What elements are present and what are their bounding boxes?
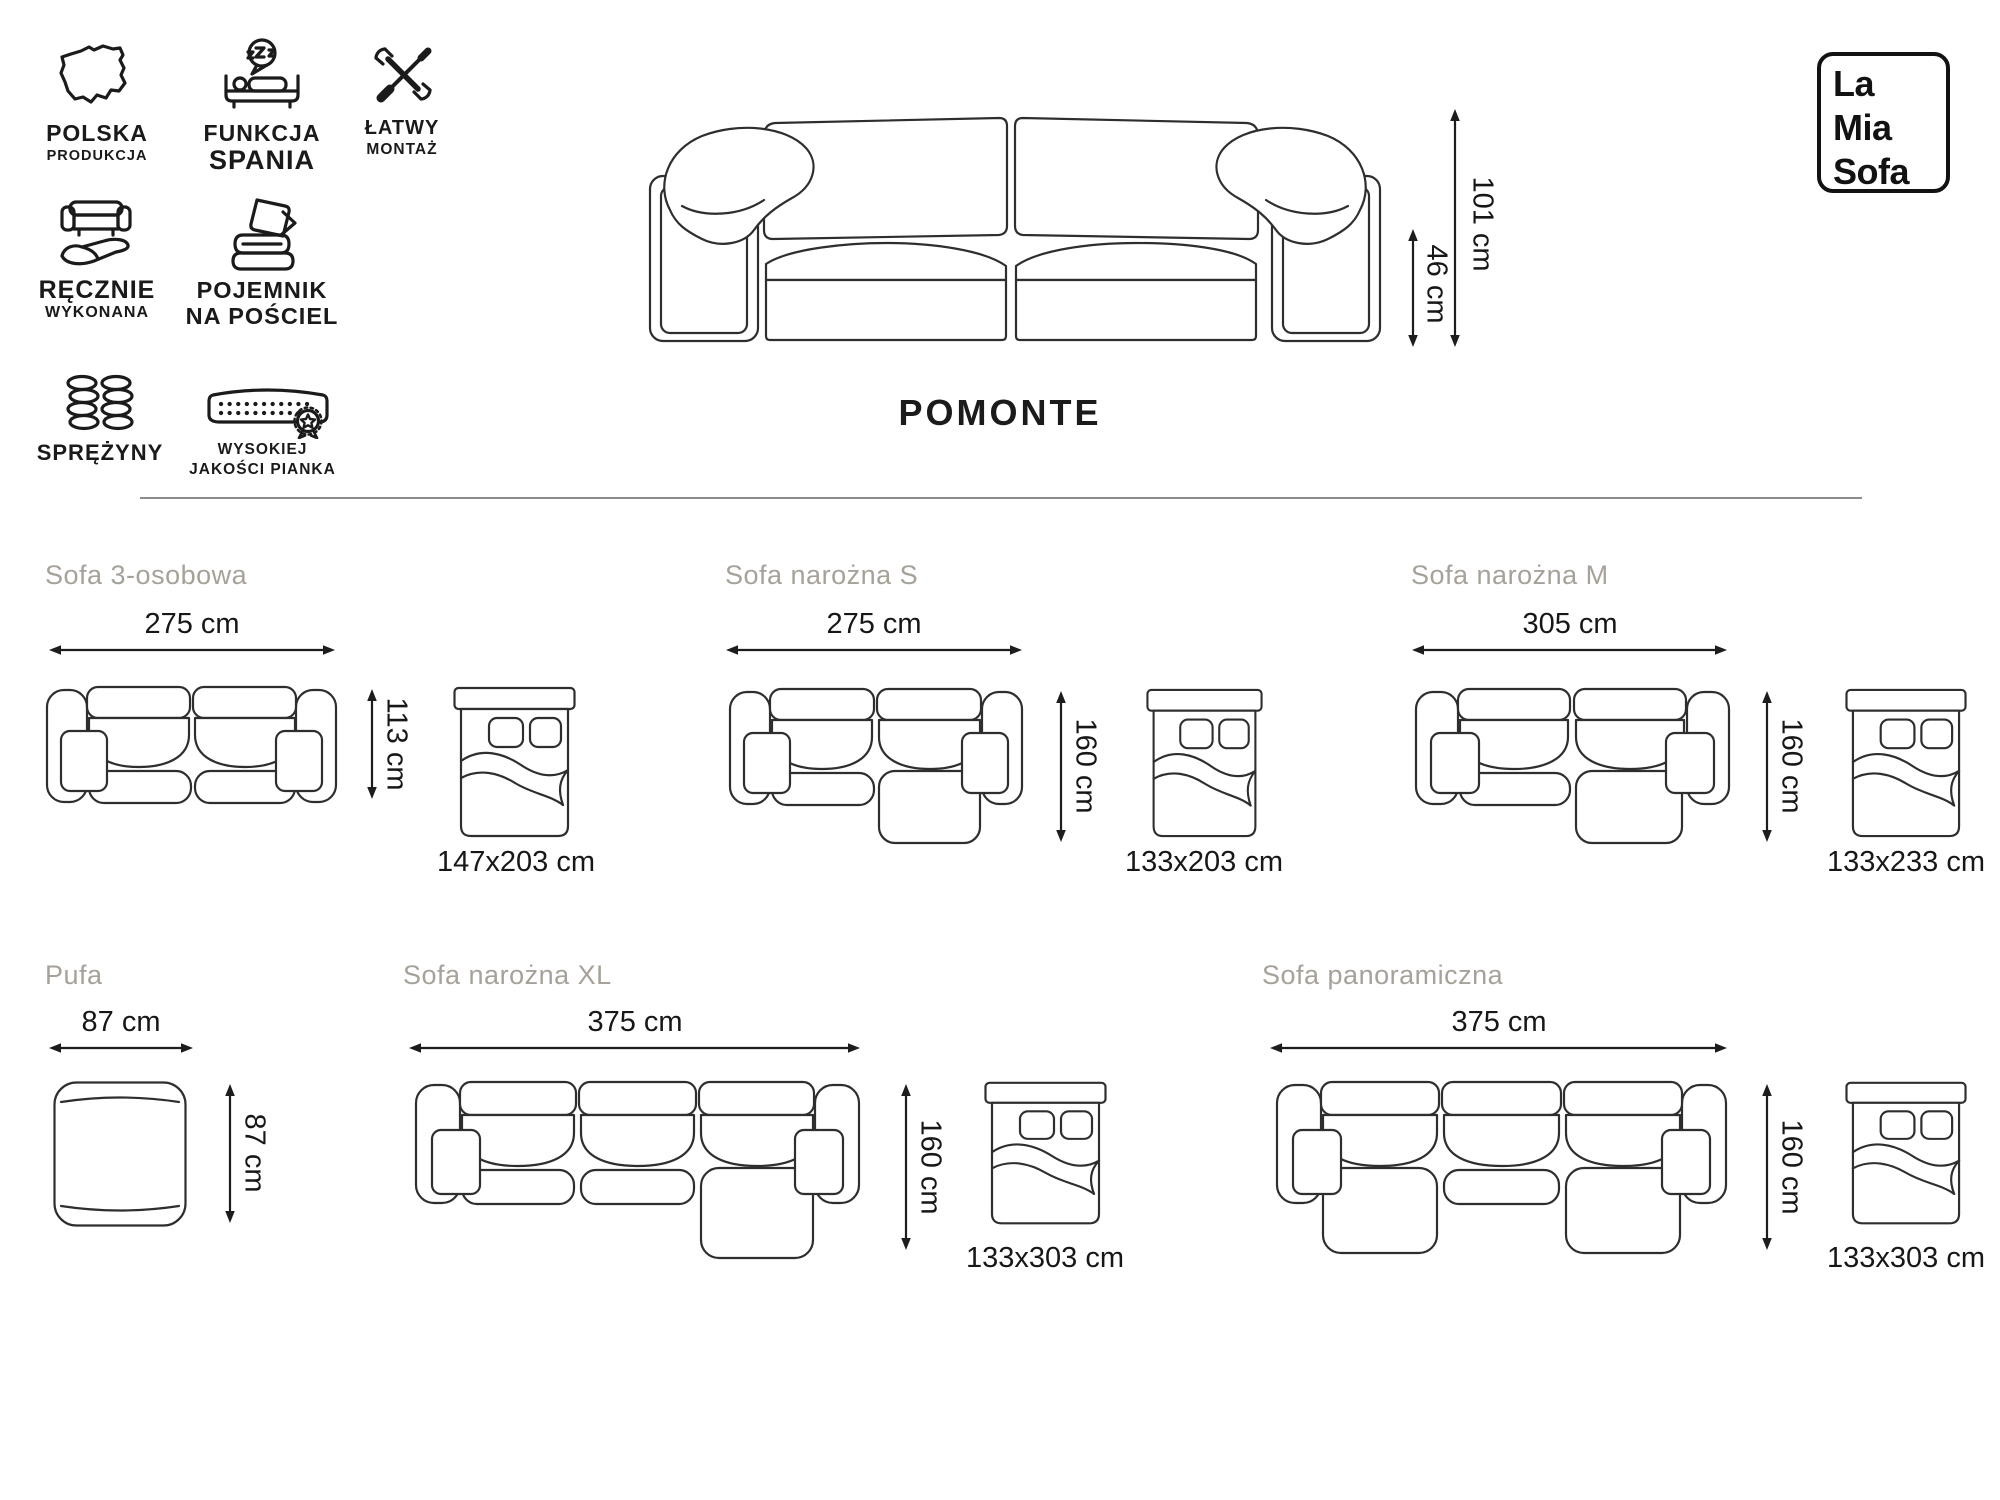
variant-width-label: 275 cm: [144, 608, 240, 640]
feature-label: ŁATWY: [364, 117, 440, 139]
sofa-top-view-corner-xl: [414, 1080, 861, 1260]
depth-dimension-arrow: [1759, 690, 1775, 843]
variant-depth-label: 160 cm: [1069, 718, 1102, 814]
pouf-top-view: [52, 1080, 188, 1228]
variant-title-sofa-narozna-xl: Sofa narożna XL: [403, 960, 612, 990]
easy-assembly-tools-icon: [371, 42, 435, 108]
width-dimension-arrow: [48, 1040, 194, 1056]
depth-dimension-arrow: [1053, 690, 1069, 843]
feature-label: SPRĘŻYNY: [36, 440, 164, 465]
feature-label: WYSOKIEJ: [217, 441, 308, 458]
depth-dimension-arrow: [898, 1083, 914, 1251]
sofa-top-view-3-seater: [45, 685, 338, 807]
bed-size-label: 133x203 cm: [1125, 846, 1283, 878]
feature-sublabel: PRODUKCJA: [46, 148, 148, 164]
sofa-drawing-lines: [650, 118, 1380, 341]
variant-depth-label: 160 cm: [1775, 718, 1808, 814]
poland-map-icon: [56, 44, 136, 114]
variant-title-sofa-panoramiczna: Sofa panoramiczna: [1262, 960, 1504, 990]
variant-title-sofa-3-osobowa: Sofa 3-osobowa: [45, 560, 248, 590]
feature-sublabel: WYKONANA: [45, 304, 149, 321]
variant-depth-label: 160 cm: [914, 1119, 947, 1215]
width-dimension-arrow: [48, 642, 336, 658]
feature-sublabel: MONTAŻ: [366, 141, 438, 158]
variant-title-sofa-narozna-s: Sofa narożna S: [725, 560, 919, 590]
sleeping-area-bed-icon: [1146, 687, 1263, 843]
variant-width-label: 275 cm: [826, 608, 922, 640]
total-height-label: 101 cm: [1466, 176, 1499, 272]
sleeping-area-bed-icon: [1845, 1080, 1967, 1230]
feature-label: POJEMNIK: [196, 277, 328, 303]
variant-title-sofa-narozna-m: Sofa narożna M: [1411, 560, 1609, 590]
sofa-top-view-corner-s: [728, 687, 1024, 845]
brand-logo-line: La: [1833, 63, 1875, 104]
depth-dimension-arrow: [1759, 1083, 1775, 1251]
width-dimension-arrow: [725, 642, 1023, 658]
width-dimension-arrow: [1411, 642, 1728, 658]
sofa-front-view-drawing: [640, 98, 1390, 345]
brand-logo-line: Mia: [1833, 107, 1892, 148]
width-dimension-arrow: [1269, 1040, 1728, 1056]
feature-label: RĘCZNIE: [38, 276, 156, 304]
sleep-function-icon: [218, 38, 306, 116]
feature-sublabel: SPANIA: [208, 145, 315, 175]
feature-label: POLSKA: [46, 120, 148, 146]
variant-depth-label: 113 cm: [380, 697, 413, 791]
feature-sublabel: JAKOŚCI PIANKA: [189, 461, 336, 478]
bed-size-label: 147x203 cm: [437, 846, 595, 878]
brand-logo: [1817, 52, 1950, 193]
bed-size-label: 133x303 cm: [1827, 1242, 1985, 1274]
bed-size-label: 133x233 cm: [1827, 846, 1985, 878]
sofa-top-view-panoramic: [1275, 1080, 1728, 1255]
depth-dimension-arrow: [364, 688, 380, 800]
sleeping-area-bed-icon: [1845, 687, 1967, 843]
sleeping-area-bed-icon: [984, 1080, 1107, 1230]
variant-depth-label: 160 cm: [1775, 1119, 1808, 1215]
variant-width-label: 375 cm: [587, 1006, 683, 1038]
sofa-top-view-corner-m: [1414, 687, 1731, 845]
variant-width-label: 375 cm: [1451, 1006, 1547, 1038]
bedding-storage-icon: [226, 196, 300, 274]
high-quality-foam-icon: [204, 381, 332, 439]
width-dimension-arrow: [408, 1040, 861, 1056]
variant-title-pufa: Pufa: [45, 960, 103, 990]
variant-width-label: 305 cm: [1522, 608, 1618, 640]
bed-size-label: 133x303 cm: [966, 1242, 1124, 1274]
sleeping-area-bed-icon: [453, 685, 576, 843]
depth-dimension-arrow: [222, 1083, 238, 1224]
brand-logo-line: Sofa: [1833, 151, 1910, 192]
variant-width-label: 87 cm: [81, 1006, 161, 1038]
feature-label: FUNKCJA: [203, 120, 321, 146]
springs-icon: [64, 374, 136, 434]
feature-sublabel: NA POŚCIEL: [185, 303, 339, 329]
handmade-hand-sofa-icon: [56, 198, 136, 274]
section-divider-line: [140, 497, 1862, 499]
total-height-dimension-arrow: [1447, 108, 1463, 348]
product-name-title: POMONTE: [898, 392, 1102, 433]
variant-depth-label: 87 cm: [238, 1113, 271, 1193]
seat-height-label: 46 cm: [1420, 244, 1453, 324]
